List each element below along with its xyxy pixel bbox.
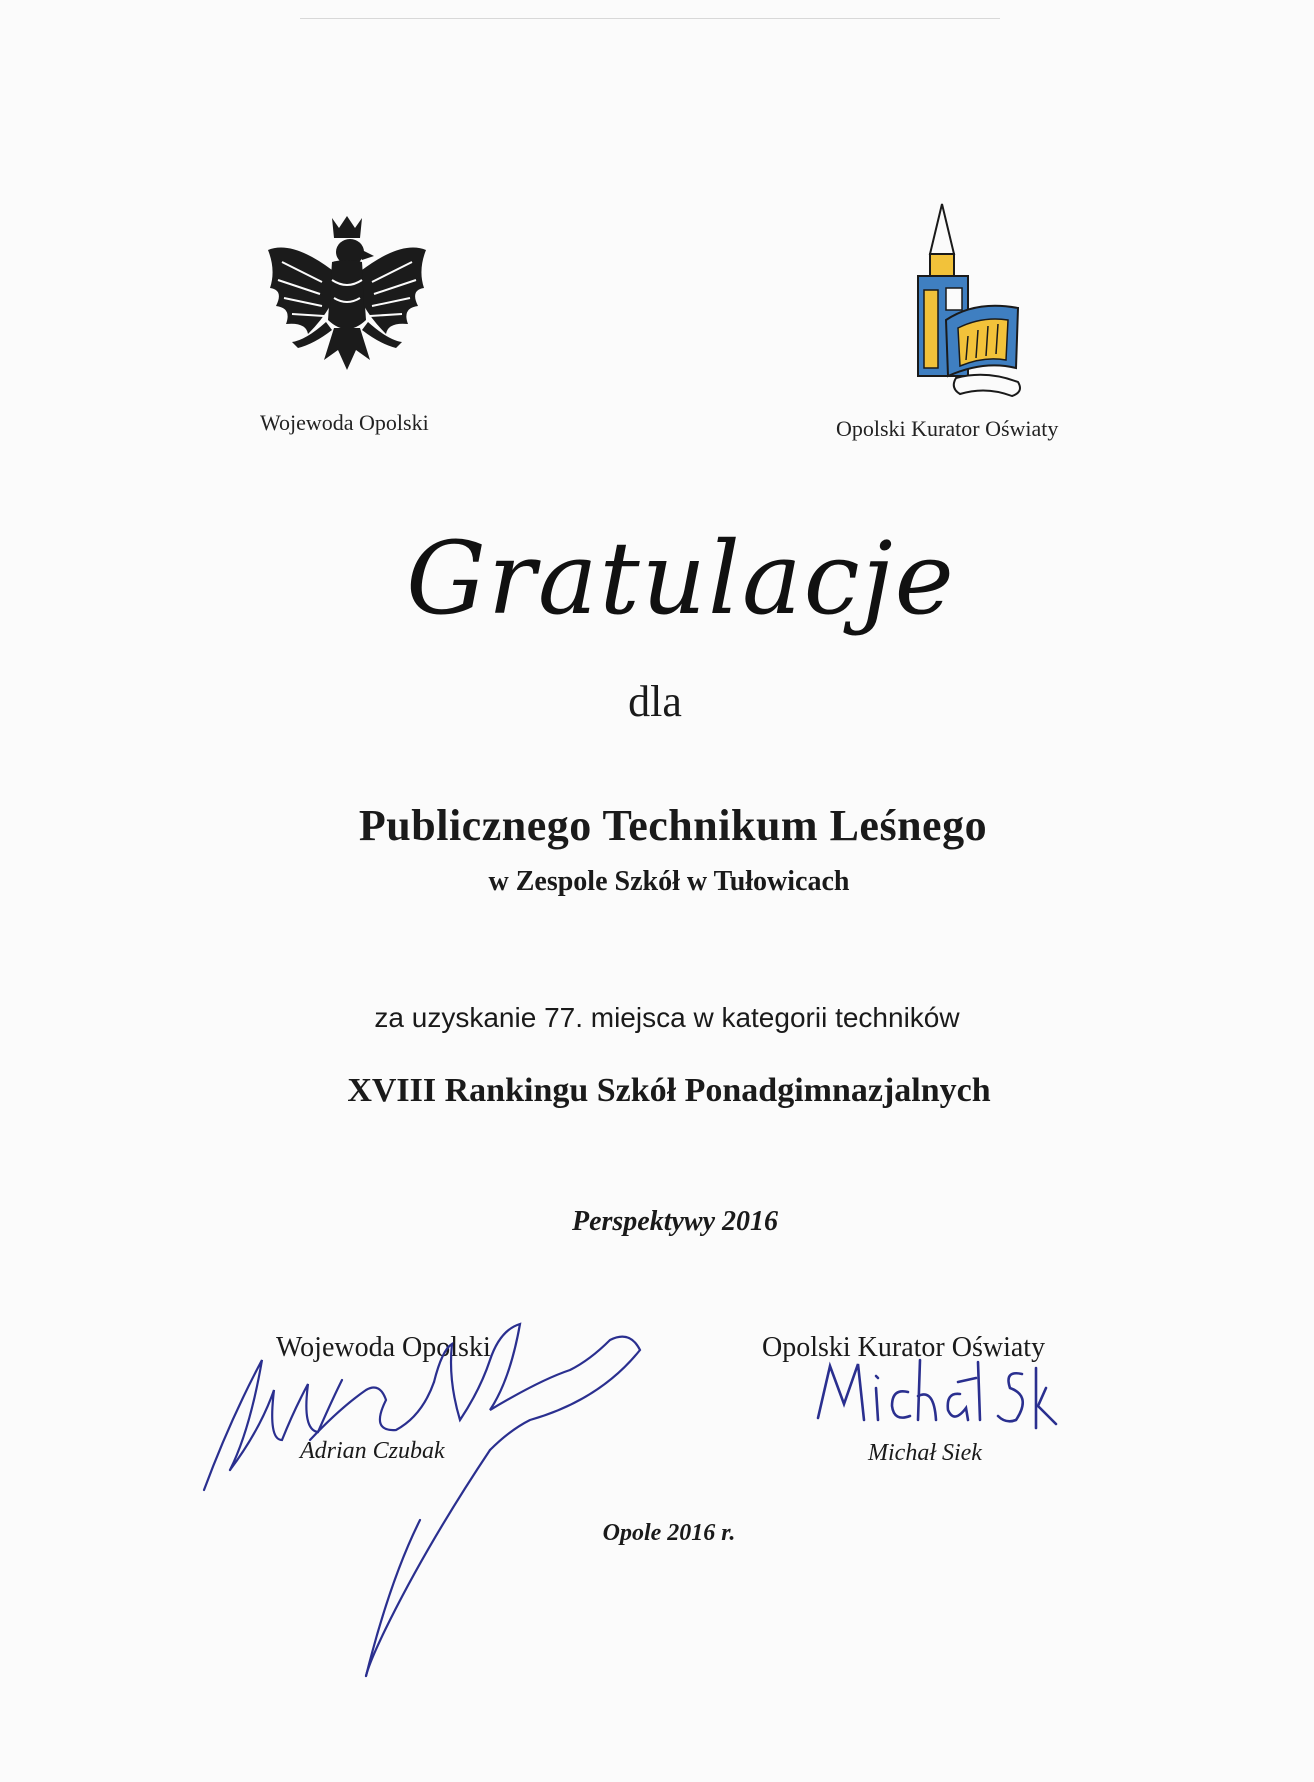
right-signatory-role: Opolski Kurator Oświaty [762,1332,1046,1363]
place-date: Opole 2016 r. [602,1520,736,1546]
school-name: Publicznego Technikum Leśnego [358,801,988,850]
left-signature-icon [190,1320,660,1680]
award-reason: za uzyskanie 77. miejsca w kategorii techników [374,1002,960,1033]
left-signatory-role: Wojewoda Opolski [276,1332,491,1363]
left-logo-caption: Wojewoda Opolski [260,410,429,435]
polish-eagle-emblem-icon [262,210,432,390]
right-logo-caption: Opolski Kurator Oświaty [836,416,1059,441]
right-signature-icon [800,1348,1070,1438]
certificate-title: Gratulacje [406,520,956,637]
school-subtitle: w Zespole Szkół w Tułowicach [488,866,850,897]
right-signatory-name: Michał Siek [868,1440,982,1466]
ranking-name: XVIII Rankingu Szkół Ponadgimnazjalnych [347,1072,991,1109]
kuratorium-tower-book-logo-icon [906,200,1036,405]
scan-edge-line [300,18,1000,19]
ranking-source: Perspektywy 2016 [571,1206,779,1237]
left-signatory-name: Adrian Czubak [300,1438,445,1464]
for-label: dla [628,677,682,726]
